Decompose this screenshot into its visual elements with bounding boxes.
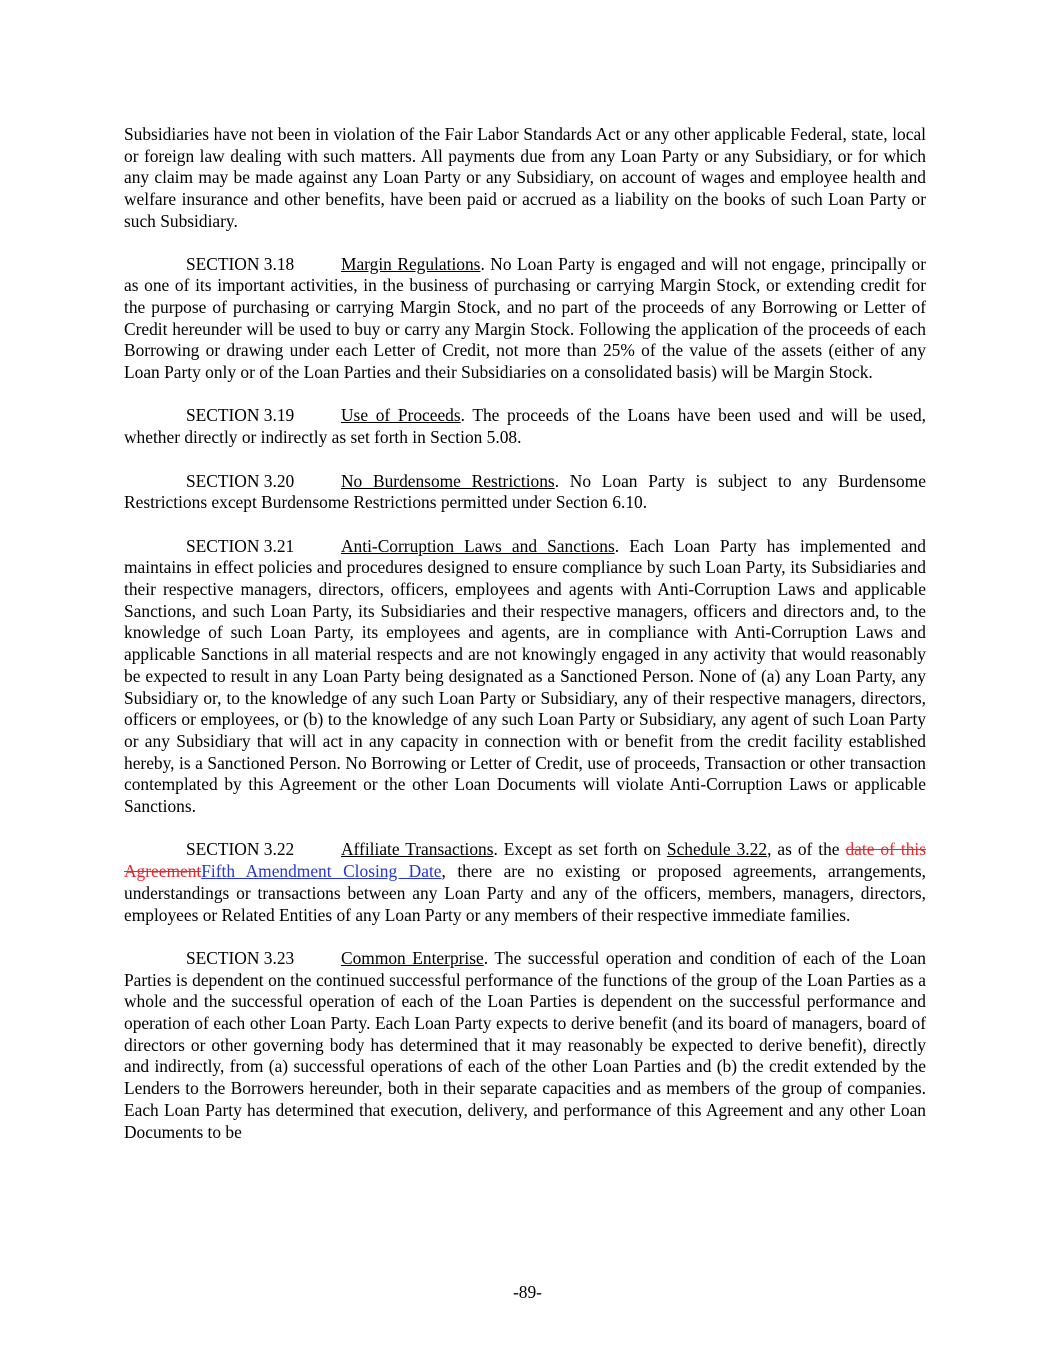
section-number: SECTION 3.20 xyxy=(186,470,295,491)
section-text-b: , as of the xyxy=(767,839,846,860)
section-3-22 xyxy=(124,839,926,926)
intro-paragraph: Subsidiaries have not been in violation of the Fair Labor Standards Act or any other applicable Federal, state, local or foreign law dealing with such matters. All payments due from any Loan Party or any Subsidiary, or for which any claim may be made against any Loan Party or any Subsidiary, on account of wages and employee health and welfare insurance and other benefits, have been paid or accrued as a liability on the books of such Loan Party or such Subsidiary. xyxy=(124,124,926,231)
section-text: . Each Loan Party has implemented and maintains in effect policies and procedures designed to ensure compliance by such Loan Party, its Subsidiaries and their respective managers, directors, officers, employees and agents with Anti-Corruption Laws and applicable Sanctions, and such Loan Party, its Subsidiaries and their respective managers, officers and directors and, to the knowledge of such Loan Party, its employees and agents, are in compliance with Anti-Corruption Laws and applicable Sanctions in all material respects and are not knowingly engaged in any activity that would reasonably be expected to result in any Loan Party being designated as a Sanctioned Person. None of (a) any Loan Party, any Subsidiary or, to the knowledge of any such Loan Party or Subsidiary, any of their respective managers, directors, officers or employees, or (b) to the knowledge of any such Loan Party or Subsidiary, any agent of such Loan Party or any Subsidiary that will act in any capacity in connection with or benefit from the credit facility established hereby, is a Sanctioned Person. No Borrowing or Letter of Credit, use of proceeds, Transaction or other transaction contemplated by this Agreement or the other Loan Documents will violate Anti-Corruption Laws or applicable Sanctions. xyxy=(124,535,926,817)
section-number: SECTION 3.21 xyxy=(186,535,295,556)
page-number: -89- xyxy=(513,1282,542,1302)
section-text-c: , there are no existing or proposed agreements, arrangements, understandings or transactions between any Loan Party and any of the officers, members, managers, directors, employees or Related Entities of any Loan Party or any members of their respective immediate families. xyxy=(124,861,926,925)
section-heading: Common Enterprise xyxy=(341,947,484,968)
section-text: . The successful operation and condition of each of the Loan Parties is dependent on the continued successful performance of the functions of the group of the Loan Parties as a whole and the successful operation of each of the Loan Parties is dependent on the successful performance and operation of each other Loan Party. Each Loan Party expects to derive benefit (and its board of managers, board of directors or other governing body has determined that it may reasonably be expected to derive benefit), directly and indirectly, from (a) successful operations of each of the other Loan Parties and (b) the credit extended by the Lenders to the Borrowers hereunder, both in their separate capacities and as members of the group of companies. Each Loan Party has determined that execution, delivery, and performance of this Agreement and any other Loan Documents to be xyxy=(124,947,926,1142)
section-text: . No Loan Party is subject to any Burdensome Restrictions except Burdensome Restrictions permitted under Section 6.10. xyxy=(124,470,926,513)
section-heading: Use of Proceeds xyxy=(341,405,461,426)
section-3-21 xyxy=(124,536,926,818)
section-text: . No Loan Party is engaged and will not engage, principally or as one of its important activities, in the business of purchasing or carrying Margin Stock, or extending credit for the purpose of purchasing or carrying Margin Stock, and no part of the proceeds of any Borrowing or Letter of Credit hereunder will be used to buy or carry any Margin Stock. Following the application of the proceeds of each Borrowing or drawing under each Letter of Credit, not more than 25% of the value of the assets (either of any Loan Party only or of the Loan Parties and their Subsidiaries on a consolidated basis) will be Margin Stock. xyxy=(124,253,926,383)
section-number: SECTION 3.18 xyxy=(186,253,295,274)
section-3-23 xyxy=(124,948,926,1143)
section-3-20 xyxy=(124,471,926,514)
section-heading: Affiliate Transactions xyxy=(341,839,494,860)
section-3-18 xyxy=(124,254,926,384)
section-heading: Margin Regulations xyxy=(341,253,481,274)
document-body xyxy=(124,124,926,1165)
schedule-reference: Schedule 3.22 xyxy=(666,839,768,860)
section-number: SECTION 3.22 xyxy=(186,839,295,860)
section-number: SECTION 3.19 xyxy=(186,405,295,426)
inserted-text: Fifth Amendment Closing Date xyxy=(201,861,442,882)
section-heading: Anti-Corruption Laws and Sanctions xyxy=(341,535,615,556)
section-text-a: . Except as set forth on xyxy=(493,839,667,860)
section-3-19 xyxy=(124,405,926,448)
section-heading: No Burdensome Restrictions xyxy=(341,470,555,491)
section-text: . The proceeds of the Loans have been used and will be used, whether directly or indirectly as set forth in Section 5.08. xyxy=(124,405,926,448)
section-number: SECTION 3.23 xyxy=(186,947,295,968)
deleted-text: date of this Agreement xyxy=(124,839,926,882)
